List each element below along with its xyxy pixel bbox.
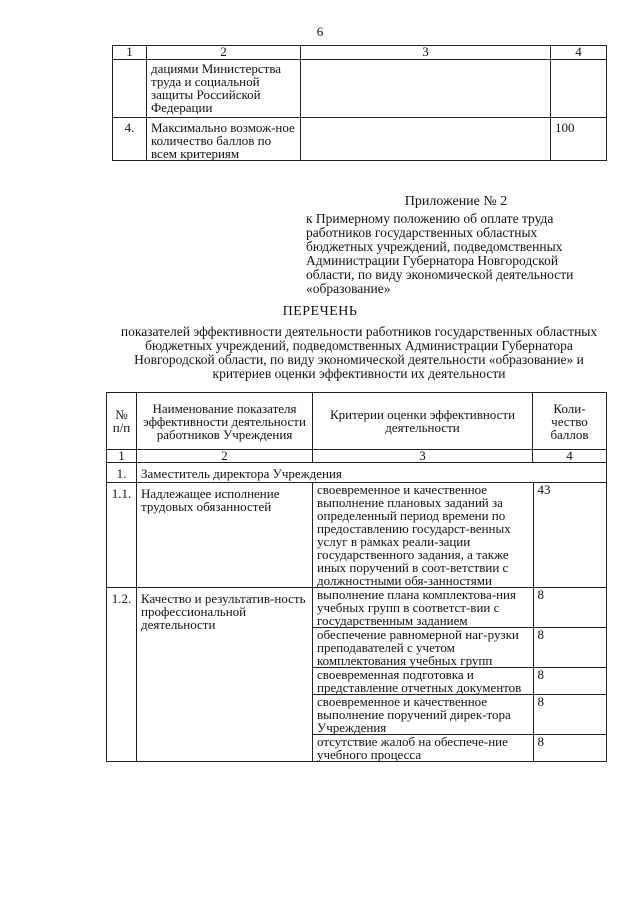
header-name: Наименование показателя эффективности деятельности работников Учреждения <box>137 393 313 450</box>
appendix-title: Приложение № 2 <box>404 194 508 209</box>
table-row <box>113 60 607 118</box>
column-number: 1 <box>107 450 137 463</box>
appendix-body: к Примерному положению об оплате труда работников государственных областных бюджетных учреждений, подведомственных Администрации Губернатора Новгородской области, по виду экономической деятельности «образование» <box>306 211 574 296</box>
criterion-points: 8 <box>533 628 607 668</box>
table-header-row <box>107 393 607 450</box>
criterion-row <box>313 668 607 695</box>
column-number: 3 <box>301 46 551 60</box>
row-number: 4. <box>113 118 147 161</box>
criterion-text: своевременное и качественное выполнение плановых заданий за определенный период времени по предоставлению государст-венных услуг в рамках реали-зации государственного задания, а также иных поручений в соот-ветствии с должностными обя-занностями <box>313 483 533 587</box>
criteria-group <box>313 588 607 762</box>
header-criteria: Критерии оценки эффективности деятельности <box>313 393 533 450</box>
criteria-group <box>313 483 607 588</box>
row-number: 1.2. <box>107 588 137 762</box>
column-number: 3 <box>313 450 533 463</box>
points-cell <box>551 60 607 118</box>
column-number: 1 <box>113 46 147 60</box>
criterion-points: 8 <box>533 695 607 735</box>
section-label: Заместитель директора Учреждения <box>137 463 607 483</box>
criterion-points: 8 <box>533 668 607 695</box>
table-row <box>113 118 607 161</box>
criterion-text: отсутствие жалоб на обеспече-ние учебного процесса <box>313 735 533 762</box>
criterion-points: 8 <box>533 588 607 628</box>
section-number: 1. <box>107 463 137 483</box>
criterion-row <box>313 628 607 668</box>
document-title: ПЕРЕЧЕНЬ <box>282 304 358 319</box>
section-row <box>107 463 607 483</box>
header-num: № п/п <box>107 393 137 450</box>
continued-table <box>112 45 607 161</box>
criterion-row <box>313 588 607 628</box>
indicators-table <box>106 392 607 762</box>
indicator-name: Качество и результатив-ность профессиональной деятельности <box>137 588 313 762</box>
criterion-text: своевременное и качественное выполнение поручений дирек-тора Учреждения <box>313 695 533 735</box>
column-number: 2 <box>137 450 313 463</box>
row-number: 1.1. <box>107 483 137 588</box>
indicator-name: Надлежащее исполнение трудовых обязанностей <box>137 483 313 588</box>
criterion-text: выполнение плана комплектова-ния учебных групп в соответст-вии с государственным заданием <box>313 588 533 628</box>
column-number-row <box>107 450 607 463</box>
points-cell: 100 <box>551 118 607 161</box>
criteria-cell <box>301 118 551 161</box>
criterion-text: обеспечение равномерной наг-рузки преподавателей с учетом комплектования учебных групп <box>313 628 533 668</box>
table-row <box>107 588 607 762</box>
criterion-row <box>313 735 607 762</box>
indicator-name: Максимально возмож-ное количество баллов по всем критериям <box>147 118 301 161</box>
criteria-cell <box>301 60 551 118</box>
column-number-row <box>113 46 607 60</box>
document-subtitle: показателей эффективности деятельности работников государственных областных бюджетных учреждений, подведомственных Администрации Губернатора Новгородской области, по виду экономической деятельности «образование» и критериев оценки эффективности их деятельности <box>120 324 598 381</box>
criterion-points: 8 <box>533 735 607 762</box>
column-number: 4 <box>533 450 607 463</box>
page-number: 6 <box>316 24 324 39</box>
criterion-row <box>313 695 607 735</box>
criterion-row <box>313 483 607 587</box>
table-row <box>107 483 607 588</box>
column-number: 4 <box>551 46 607 60</box>
column-number: 2 <box>147 46 301 60</box>
indicator-name: дациями Министерства труда и социальной защиты Российской Федерации <box>147 60 301 118</box>
row-number <box>113 60 147 118</box>
criterion-points: 43 <box>533 483 607 587</box>
criterion-text: своевременная подготовка и представление отчетных документов <box>313 668 533 695</box>
header-points: Коли-чество баллов <box>533 393 607 450</box>
